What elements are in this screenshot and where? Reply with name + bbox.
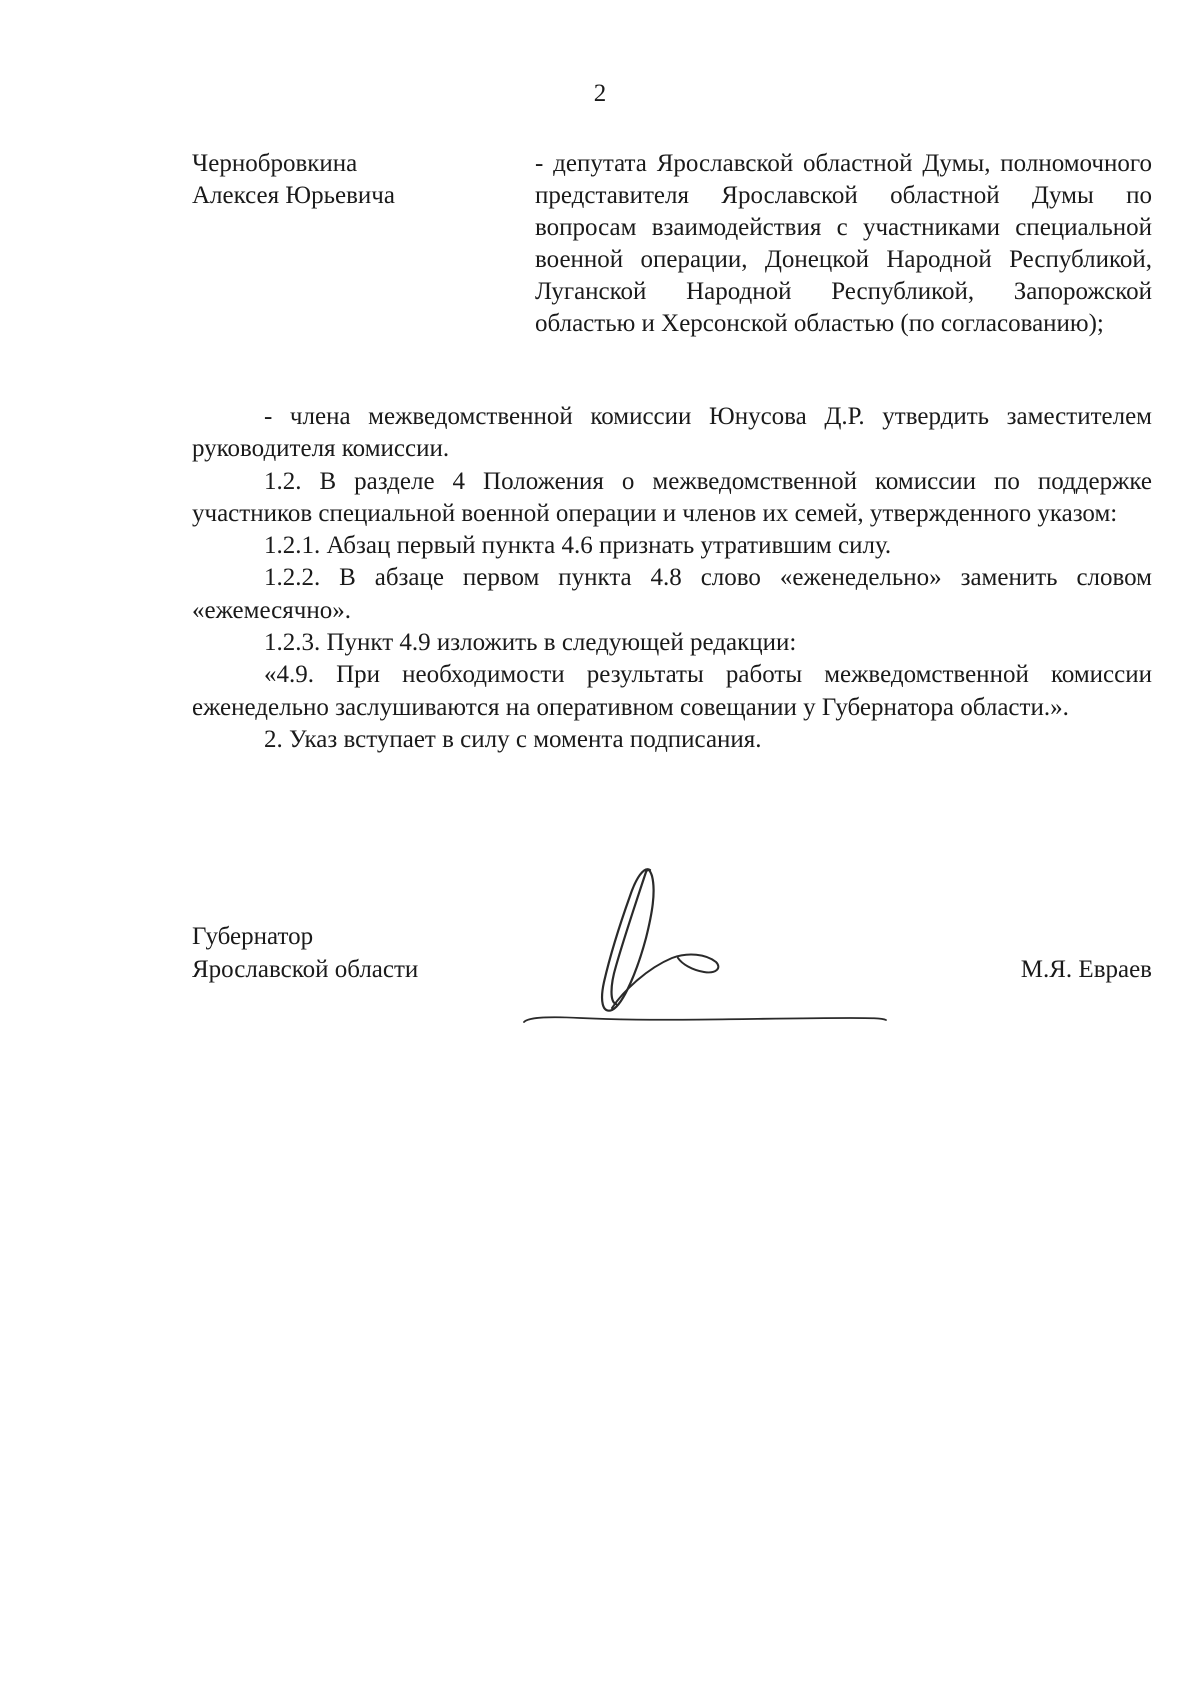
person-role: - депутата Ярославской областной Думы, полномочного представителя Ярославской областной Думы по вопросам взаимодействия с участниками специальной военной операции, Донецкой Народной Республикой, Луганской Народной Республикой, Запорожской областью и Херсонской областью (по согласованию); <box>535 150 1152 337</box>
paragraph-1-2-1: 1.2.1. Абзац первый пункта 4.6 признать утратившим силу. <box>264 532 892 560</box>
paragraph-1-2-3: 1.2.3. Пункт 4.9 изложить в следующей редакции: <box>264 629 797 657</box>
signature-block <box>192 920 1152 1040</box>
paragraph-4-9-quote: «4.9. При необходимости результаты работы межведомственной комиссии еженедельно заслушиваются на оперативном совещании у Губернатора области.». <box>192 661 1152 721</box>
person-name <box>192 148 522 212</box>
paragraph-2: 2. Указ вступает в силу с момента подписания. <box>264 725 762 753</box>
paragraph-1-2-2: 1.2.2. В абзаце первом пункта 4.8 слово «еженедельно» заменить словом «ежемесячно». <box>192 564 1152 624</box>
paragraph-1-2: 1.2. В разделе 4 Положения о межведомственной комиссии по поддержке участников специальной военной операции и членов их семей, утвержденного указом: <box>192 467 1152 527</box>
person-name-line1: Чернобровкина <box>192 150 358 177</box>
person-name-line2: Алексея Юрьевича <box>192 182 395 209</box>
signer-title-line2: Ярославской области <box>192 956 419 983</box>
signer-title-line1: Губернатор <box>192 923 314 950</box>
signer-name: М.Я. Евраев <box>1020 956 1152 983</box>
signer-title <box>192 920 418 986</box>
page-number: 2 <box>593 80 607 107</box>
paragraph-member-deputy: - члена межведомственной комиссии Юнусова Д.Р. утвердить заместителем руководителя комиссии. <box>192 403 1152 463</box>
document-body <box>192 401 1152 756</box>
person-entry <box>192 148 1152 398</box>
